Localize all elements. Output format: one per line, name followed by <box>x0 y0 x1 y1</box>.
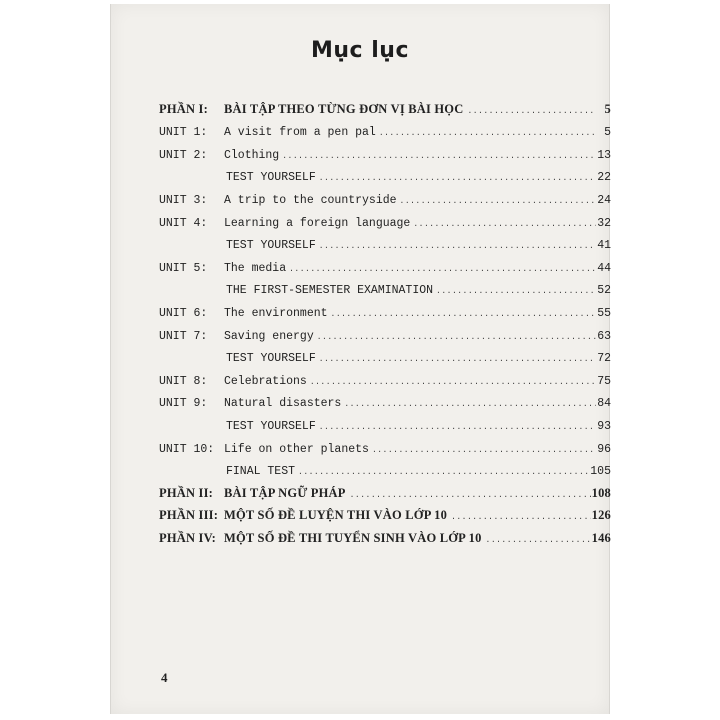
toc-entry-page: 75 <box>597 374 611 388</box>
toc-entry-title: TEST YOURSELF <box>226 419 316 433</box>
toc-entry-label: UNIT 6: <box>159 306 208 320</box>
dot-leader <box>317 333 596 342</box>
toc-entry-part-1 <box>159 97 611 120</box>
toc-entry-page: 22 <box>597 171 611 185</box>
dot-leader <box>319 242 596 251</box>
toc-entry-label: PHẦN I: <box>159 101 208 116</box>
toc-entry-label: UNIT 5: <box>159 261 208 275</box>
toc-entry-title: Saving energy <box>224 329 314 343</box>
dot-leader <box>451 513 591 522</box>
toc-entry-unit-5 <box>159 255 611 278</box>
dot-leader <box>298 468 589 477</box>
toc-entry-page: 55 <box>597 306 611 320</box>
toc-entry-title: A visit from a pen pal <box>224 126 376 140</box>
toc-entry-unit-3 <box>159 187 611 210</box>
toc-entry-title: MỘT SỐ ĐỀ LUYỆN THI VÀO LỚP 10 <box>224 508 448 523</box>
toc-entry-test-yourself-2 <box>159 233 611 256</box>
toc-entry-title: Life on other planets <box>224 442 369 456</box>
toc-entry-page: 13 <box>597 148 611 162</box>
toc-entry-title: A trip to the countryside <box>224 193 397 207</box>
toc-entry-page: 41 <box>597 239 611 253</box>
toc-entry-page: 24 <box>597 193 611 207</box>
toc-entry-page: 146 <box>591 530 611 545</box>
toc-entry-label: UNIT 2: <box>159 148 208 162</box>
toc-entry-title: THE FIRST-SEMESTER EXAMINATION <box>226 284 434 298</box>
toc-entry-title: BÀI TẬP NGỮ PHÁP <box>224 485 346 500</box>
table-of-contents <box>159 97 611 549</box>
toc-entry-label: PHẦN III: <box>159 508 219 523</box>
dot-leader <box>344 400 596 409</box>
toc-entry-part-3 <box>159 504 611 527</box>
dot-leader <box>467 107 596 116</box>
book-page <box>110 4 610 714</box>
toc-entry-unit-1 <box>159 120 611 143</box>
toc-entry-page: 5 <box>604 101 611 116</box>
toc-entry-page: 32 <box>597 216 611 230</box>
toc-entry-page: 52 <box>597 284 611 298</box>
toc-entry-label: UNIT 7: <box>159 329 208 343</box>
toc-entry-first-semester-exam <box>159 278 611 301</box>
toc-entry-page: 105 <box>590 465 611 479</box>
dot-leader <box>436 287 596 296</box>
toc-entry-title: BÀI TẬP THEO TỪNG ĐƠN VỊ BÀI HỌC <box>224 101 464 116</box>
toc-entry-test-yourself-4 <box>159 413 611 436</box>
toc-entry-title: MỘT SỐ ĐỀ THI TUYỂN SINH VÀO LỚP 10 <box>224 530 482 545</box>
dot-leader <box>310 378 596 387</box>
toc-entry-unit-8 <box>159 368 611 391</box>
toc-entry-label: PHẦN II: <box>159 485 214 500</box>
toc-entry-title: The environment <box>224 306 328 320</box>
toc-entry-label: UNIT 1: <box>159 126 208 140</box>
dot-leader <box>282 152 596 161</box>
toc-entry-label: PHẦN IV: <box>159 530 217 545</box>
toc-entry-title: TEST YOURSELF <box>226 239 316 253</box>
toc-entry-page: 126 <box>591 508 611 523</box>
toc-entry-unit-2 <box>159 142 611 165</box>
dot-leader <box>486 536 591 545</box>
toc-entry-part-4 <box>159 526 611 549</box>
toc-entry-label: UNIT 3: <box>159 193 208 207</box>
toc-entry-part-2 <box>159 481 611 504</box>
toc-entry-title: TEST YOURSELF <box>226 352 316 366</box>
toc-entry-unit-6 <box>159 300 611 323</box>
toc-entry-final-test <box>159 459 611 482</box>
page-number: 4 <box>161 670 168 685</box>
dot-leader <box>319 355 596 364</box>
dot-leader <box>331 310 596 319</box>
toc-entry-page: 93 <box>597 419 611 433</box>
dot-leader <box>372 446 596 455</box>
toc-entry-unit-10 <box>159 436 611 459</box>
toc-entry-title: Learning a foreign language <box>224 216 411 230</box>
toc-entry-title: Clothing <box>224 148 280 162</box>
toc-entry-page: 96 <box>597 442 611 456</box>
dot-leader <box>400 197 596 206</box>
toc-entry-title: Natural disasters <box>224 397 342 411</box>
toc-entry-unit-9 <box>159 391 611 414</box>
toc-entry-test-yourself-3 <box>159 346 611 369</box>
toc-entry-page: 84 <box>597 397 611 411</box>
toc-entry-page: 44 <box>597 261 611 275</box>
toc-entry-unit-4 <box>159 210 611 233</box>
page-title: Mục lục <box>311 38 409 63</box>
dot-leader <box>413 220 596 229</box>
toc-entry-page: 72 <box>597 352 611 366</box>
toc-entry-label: UNIT 4: <box>159 216 208 230</box>
dot-leader <box>379 129 596 138</box>
toc-entry-title: The media <box>224 261 287 275</box>
toc-entry-page: 108 <box>591 485 611 500</box>
toc-entry-title: TEST YOURSELF <box>226 171 316 185</box>
dot-leader <box>289 265 596 274</box>
dot-leader <box>350 491 591 500</box>
toc-entry-unit-7 <box>159 323 611 346</box>
dot-leader <box>319 174 596 183</box>
toc-entry-page: 5 <box>604 126 611 140</box>
toc-entry-title: Celebrations <box>224 374 307 388</box>
toc-entry-title: FINAL TEST <box>226 465 296 479</box>
toc-entry-test-yourself-1 <box>159 165 611 188</box>
toc-entry-label: UNIT 9: <box>159 397 208 411</box>
toc-entry-label: UNIT 8: <box>159 374 208 388</box>
toc-entry-page: 63 <box>597 329 611 343</box>
toc-entry-label: UNIT 10: <box>159 442 215 456</box>
dot-leader <box>319 423 596 432</box>
